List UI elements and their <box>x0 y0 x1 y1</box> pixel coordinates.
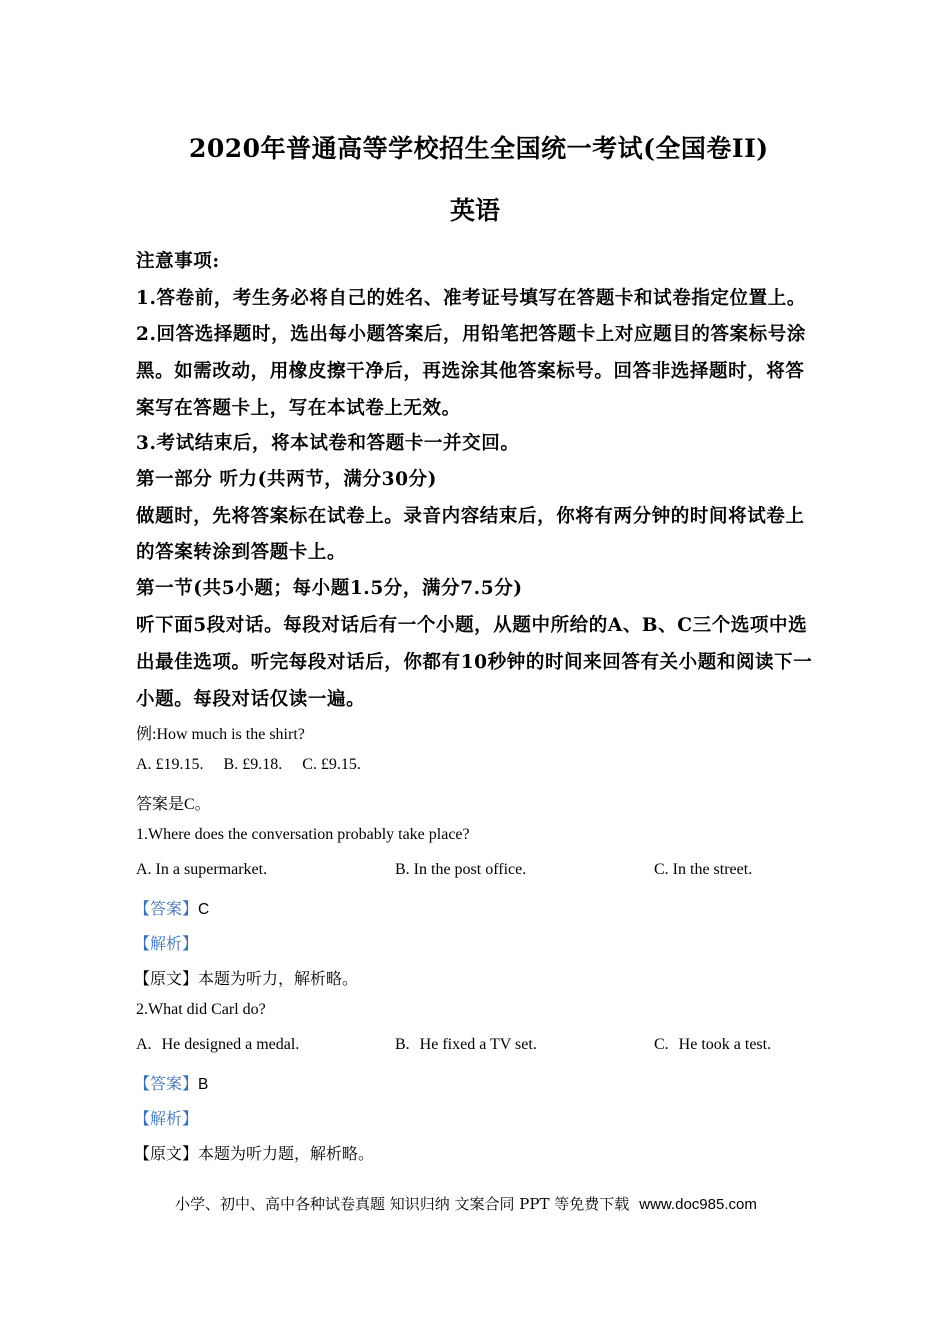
notice-heading: 注意事项: <box>136 251 220 272</box>
question-2-option-c <box>654 1036 771 1054</box>
section1-instructions-line-3: 小题。每段对话仅读一遍。 <box>136 689 366 710</box>
question-1-original: 【原文】本题为听力，解析略。 <box>134 969 359 988</box>
question-1-analysis-label: 【解析】 <box>134 934 199 953</box>
notice-item-3: 3.考试结束后，将本试卷和答题卡一并交回。 <box>136 433 520 454</box>
question-1-option-b: B. In the post office. <box>395 861 527 878</box>
notice-item-1: 1.答卷前，考生务必将自己的姓名、准考证号填写在答题卡和试卷指定位置上。 <box>136 288 806 309</box>
section1-heading: 第一节(共5小题；每小题1.5分，满分7.5分) <box>136 578 523 599</box>
notice-item-2-line-2: 黑。如需改动，用橡皮擦干净后，再选涂其他答案标号。回答非选择题时，将答 <box>136 361 805 382</box>
answer-label: 【答案】 <box>134 899 199 918</box>
section1-instructions-line-2: 出最佳选项。听完每段对话后，你都有10秒钟的时间来回答有关小题和阅读下一 <box>136 652 813 673</box>
answer-value: C <box>198 901 210 918</box>
option-text: He took a test. <box>678 1036 772 1053</box>
question-2-answer <box>134 1071 208 1094</box>
option-text: He fixed a TV set. <box>419 1036 537 1053</box>
option-letter: A. <box>136 1036 152 1053</box>
part1-heading: 第一部分 听力(共两节，满分30分) <box>136 469 437 490</box>
question-2-option-a <box>136 1036 299 1054</box>
question-2: 2.What did Carl do? <box>136 1001 266 1018</box>
footer-url[interactable]: www.doc985.com <box>639 1196 757 1213</box>
question-2-analysis-label: 【解析】 <box>134 1109 199 1128</box>
page-subtitle: 英语 <box>450 196 501 225</box>
answer-value: B <box>198 1076 209 1093</box>
question-1-answer <box>134 896 209 919</box>
question-1-option-a: A. In a supermarket. <box>136 861 268 878</box>
option-letter: C. <box>654 1036 669 1053</box>
answer-label: 【答案】 <box>134 1074 199 1093</box>
option-text: He designed a medal. <box>161 1036 300 1053</box>
example-answer: 答案是C。 <box>136 796 211 813</box>
part1-intro-line-2: 的答案转涂到答题卡上。 <box>136 542 347 563</box>
page-title: 2020年普通高等学校招生全国统一考试(全国卷II) <box>189 134 769 163</box>
notice-item-2-line-1: 2.回答选择题时，选出每小题答案后，用铅笔把答题卡上对应题目的答案标号涂 <box>136 324 806 345</box>
question-2-option-b <box>395 1036 537 1054</box>
footer-text: 小学、初中、高中各种试卷真题 知识归纳 文案合同 PPT 等免费下载 <box>175 1195 630 1213</box>
page-footer <box>175 1193 757 1214</box>
notice-item-2-line-3: 案写在答题卡上，写在本试卷上无效。 <box>136 398 461 419</box>
example-question: 例:How much is the shirt? <box>136 726 305 743</box>
section1-instructions-line-1: 听下面5段对话。每段对话后有一个小题，从题中所给的A、B、C三个选项中选 <box>136 615 808 636</box>
question-1: 1.Where does the conversation probably take place? <box>136 826 470 843</box>
part1-intro-line-1: 做题时，先将答案标在试卷上。录音内容结束后，你将有两分钟的时间将试卷上 <box>136 506 805 527</box>
example-options: A. £19.15. B. £9.18. C. £9.15. <box>136 756 361 773</box>
question-2-original: 【原文】本题为听力题，解析略。 <box>134 1144 375 1163</box>
option-letter: B. <box>395 1036 410 1053</box>
question-1-option-c: C. In the street. <box>654 861 753 878</box>
